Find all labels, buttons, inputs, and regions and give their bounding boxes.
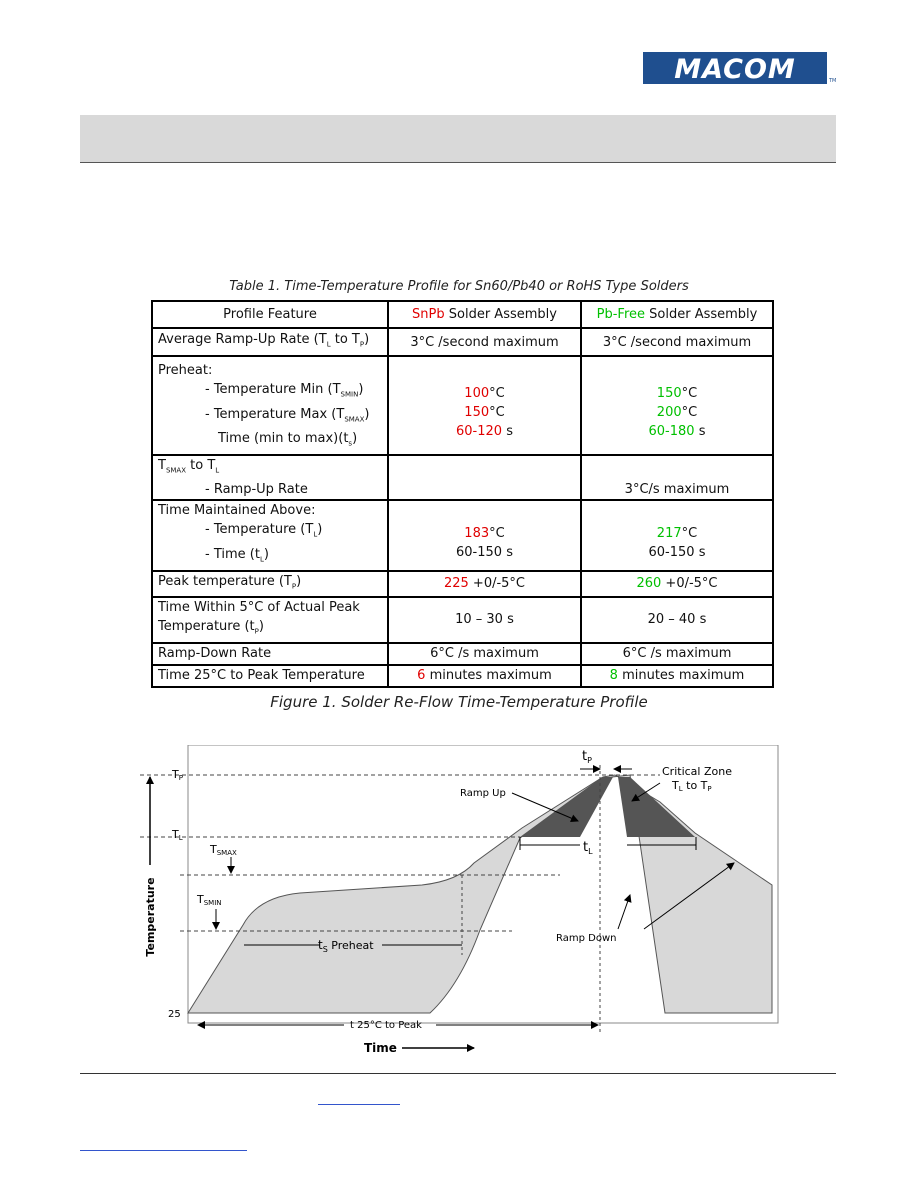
- ramp-up-snpb: 3°C /second maximum: [388, 328, 581, 356]
- ts-preheat-label: $t_S$ Preheat: [318, 938, 374, 954]
- profile-table: [151, 300, 774, 688]
- time25-snpb: 6 minutes maximum: [388, 665, 581, 687]
- y-label-25: 25: [168, 1009, 181, 1020]
- ramp-up-label: Ramp Up: [460, 788, 506, 799]
- preheat-label: [152, 356, 388, 455]
- table-row-within5: [152, 597, 773, 643]
- ramp-down-snpb: 6°C /s maximum: [388, 643, 581, 665]
- peak-label: Peak temperature $(T_P)$: [152, 571, 388, 598]
- figure-caption: Figure 1. Solder Re-Flow Time-Temperature Profile: [270, 693, 648, 711]
- within5-label: Time Within 5°C of Actual Peak Temperature $(t_P)$: [152, 597, 388, 643]
- header-pbfree: Pb-Free Solder Assembly: [581, 301, 773, 328]
- y-label-tl: TL: [172, 828, 183, 842]
- preheat-tmax-label: - Temperature Max $(T_{SMAX})$: [205, 406, 370, 424]
- preheat-tmin-label: - Temperature Min $(T_{SMIN})$: [205, 382, 364, 399]
- logo-text: MACOM: [674, 54, 796, 84]
- logo-trademark: TM: [829, 78, 837, 84]
- header-profile-feature: Profile Feature: [152, 301, 388, 328]
- within5-pbfree: 20 – 40 s: [581, 597, 773, 643]
- preheat-snpb: 100°C 150°C 60-120 s: [388, 356, 581, 455]
- ramp-up-label: Average Ramp-Up Rate ($T_L$ to $T_P$): [152, 328, 388, 356]
- table-caption: Table 1. Time-Temperature Profile for Sn60/Pb40 or RoHS Type Solders: [229, 279, 689, 294]
- y-label-tsmin: TSMIN: [197, 893, 222, 907]
- time25-label: Time 25°C to Peak Temperature: [152, 665, 388, 687]
- maintained-pbfree: 217°C 60-150 s: [581, 500, 773, 570]
- critical-zone-range: TL to TP: [672, 779, 712, 793]
- y-label-tp: TP: [172, 768, 183, 782]
- reflow-profile-diagram: [140, 745, 780, 1065]
- y-label-tsmax: TSMAX: [210, 843, 237, 857]
- macom-logo: [643, 52, 837, 84]
- y-axis-title: Temperature: [144, 877, 157, 957]
- ramp-down-label: Ramp Down: [556, 933, 617, 944]
- table-row-peak: [152, 571, 773, 598]
- header-snpb: SnPb Solder Assembly: [388, 301, 581, 328]
- footer-rule: [80, 1073, 836, 1074]
- ramp-up-pbfree: 3°C /second maximum: [581, 328, 773, 356]
- critical-zone-label: Critical Zone: [662, 765, 732, 778]
- preheat-time-label: Time (min to $\max)(t_s)$: [218, 431, 358, 448]
- table-row-ramp-down: [152, 643, 773, 665]
- table-row-preheat: [152, 356, 773, 455]
- tsmax-pbfree: 3°C/s maximum: [581, 455, 773, 501]
- tl-label: $t_L$: [583, 840, 593, 856]
- peak-pbfree: 260 +0/-5°C: [581, 571, 773, 598]
- table-header-row: [152, 301, 773, 328]
- peak-snpb: 225 +0/-5°C: [388, 571, 581, 598]
- tp-top-label: $t_P$: [582, 749, 592, 765]
- tsmax-snpb: [388, 455, 581, 501]
- ramp-down-pbfree: 6°C /s maximum: [581, 643, 773, 665]
- footer-link-underline-1[interactable]: [318, 1104, 400, 1105]
- t25-label: t 25°C to Peak: [350, 1020, 422, 1031]
- maintained-snpb: 183°C 60-150 s: [388, 500, 581, 570]
- x-axis-title: Time: [364, 1041, 397, 1055]
- table-row-time25: [152, 665, 773, 687]
- time25-pbfree: 8 minutes maximum: [581, 665, 773, 687]
- footer-link-underline-2[interactable]: [80, 1150, 247, 1151]
- table-row-ramp-up: [152, 328, 773, 356]
- table-row-tsmax: [152, 455, 773, 501]
- preheat-title: Preheat:: [158, 363, 213, 378]
- header-band: [80, 115, 836, 163]
- within5-snpb: 10 – 30 s: [388, 597, 581, 643]
- tsmax-label: $T_{SMAX}$ to $T_L$ - Ramp-Up Rate: [152, 455, 388, 501]
- maintained-label: Time Maintained Above: - Temperature $(T_L)$ - Time $(t_L)$: [152, 500, 388, 570]
- preheat-pbfree: 150°C 200°C 60-180 s: [581, 356, 773, 455]
- ramp-down-label: Ramp-Down Rate: [152, 643, 388, 665]
- table-row-maintained: [152, 500, 773, 570]
